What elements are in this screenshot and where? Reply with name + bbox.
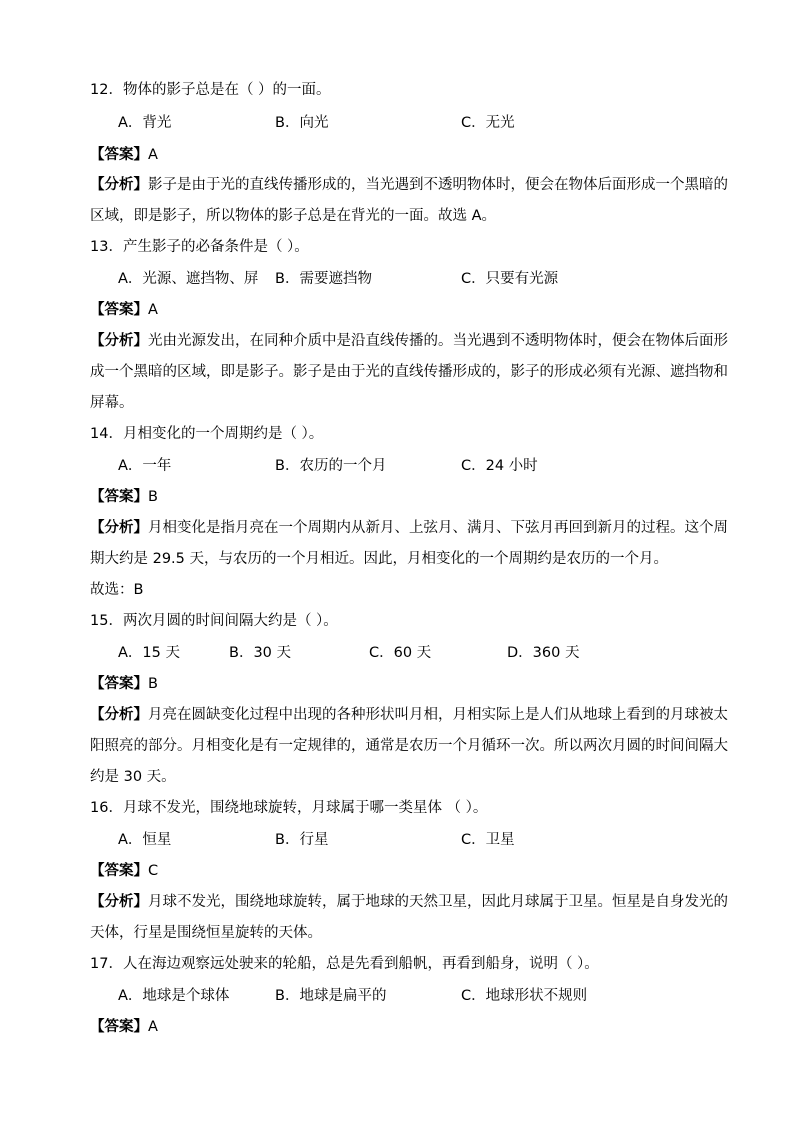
answer-value: A	[148, 147, 158, 163]
analysis-label: 【分析】	[90, 894, 148, 910]
question-12-stem: 12．物体的影子总是在（ ）的一面。	[90, 82, 331, 98]
question-15-analysis-line-1	[90, 705, 728, 725]
question-13-analysis-line-3: 屏幕。	[90, 395, 134, 411]
question-13-answer	[90, 300, 158, 320]
question-16-option-a: A．恒星	[118, 832, 172, 848]
answer-label: 【答案】	[90, 1019, 148, 1035]
analysis-label: 【分析】	[90, 707, 148, 723]
answer-value: A	[148, 302, 158, 318]
answer-label: 【答案】	[90, 863, 148, 879]
analysis-text: 月球不发光，围绕地球旋转，属于地球的天然卫星，因此月球属于卫星。恒星是自身发光的	[148, 894, 728, 910]
analysis-text: 光由光源发出，在同种介质中是沿直线传播的。当光遇到不透明物体时，便会在物体后面形	[148, 333, 728, 349]
answer-value: B	[148, 676, 158, 692]
question-14-analysis-line-2: 期大约是 29.5 天，与农历的一个月相近。因此，月相变化的一个周期约是农历的一个月。	[90, 551, 668, 567]
analysis-label: 【分析】	[90, 333, 148, 349]
question-16-answer	[90, 861, 158, 881]
question-17-option-a: A．地球是个球体	[118, 988, 230, 1004]
question-13-analysis-line-1	[90, 331, 728, 351]
question-14-stem: 14．月相变化的一个周期约是（ ）。	[90, 426, 324, 442]
analysis-label: 【分析】	[90, 177, 148, 193]
question-15-option-d: D．360 天	[507, 645, 580, 661]
answer-label: 【答案】	[90, 147, 148, 163]
question-17-stem: 17．人在海边观察远处驶来的轮船，总是先看到船帆，再看到船身，说明（ ）。	[90, 956, 599, 972]
answer-label: 【答案】	[90, 489, 148, 505]
question-15-option-c: C．60 天	[369, 645, 432, 661]
answer-value: B	[148, 489, 158, 505]
question-15-option-a: A．15 天	[118, 645, 180, 661]
question-16-option-c: C．卫星	[461, 832, 515, 848]
question-14-answer	[90, 487, 158, 507]
question-16-option-b: B．行星	[275, 832, 329, 848]
question-13-option-c: C．只要有光源	[461, 271, 559, 287]
question-12-analysis-line-1	[90, 175, 728, 195]
question-15-answer	[90, 674, 158, 694]
question-12-option-c: C．无光	[461, 115, 515, 131]
question-16-analysis-line-2: 天体，行星是围绕恒星旋转的天体。	[90, 925, 322, 941]
question-13-analysis-line-2: 成一个黑暗的区域，即是影子。影子是由于光的直线传播形成的，影子的形成必须有光源、遮挡物和	[90, 364, 728, 380]
question-14-option-a: A．一年	[118, 458, 172, 474]
question-13-option-a: A．光源、遮挡物、屏	[118, 271, 259, 287]
answer-value: A	[148, 1019, 158, 1035]
question-13-stem: 13．产生影子的必备条件是（ ）。	[90, 239, 309, 255]
answer-value: C	[148, 863, 159, 879]
analysis-text: 影子是由于光的直线传播形成的，当光遇到不透明物体时，便会在物体后面形成一个黑暗的	[148, 177, 728, 193]
question-16-analysis-line-1	[90, 892, 728, 912]
question-12-answer	[90, 145, 158, 165]
answer-label: 【答案】	[90, 302, 148, 318]
question-14-analysis-line-3: 故选：B	[90, 582, 144, 598]
analysis-label: 【分析】	[90, 520, 148, 536]
question-14-analysis-line-1	[90, 518, 728, 538]
question-15-analysis-line-2: 阳照亮的部分。月相变化是有一定规律的，通常是农历一个月循环一次。所以两次月圆的时间间隔大	[90, 738, 728, 754]
question-15-analysis-line-3: 约是 30 天。	[90, 769, 176, 785]
question-14-option-c: C．24 小时	[461, 458, 538, 474]
question-17-option-b: B．地球是扁平的	[275, 988, 387, 1004]
question-15-stem: 15．两次月圆的时间间隔大约是（ ）。	[90, 613, 338, 629]
question-13-option-b: B．需要遮挡物	[275, 271, 372, 287]
question-17-answer	[90, 1017, 158, 1037]
question-12-analysis-line-2: 区域，即是影子，所以物体的影子总是在背光的一面。故选 A。	[90, 208, 497, 224]
question-17-option-c: C．地球形状不规则	[461, 988, 588, 1004]
analysis-text: 月相变化是指月亮在一个周期内从新月、上弦月、满月、下弦月再回到新月的过程。这个周	[148, 520, 728, 536]
question-12-option-a: A．背光	[118, 115, 172, 131]
question-12-option-b: B．向光	[275, 115, 329, 131]
question-15-option-b: B．30 天	[229, 645, 292, 661]
question-16-stem: 16．月球不发光，围绕地球旋转，月球属于哪一类星体 （ ）。	[90, 800, 488, 816]
question-14-option-b: B．农历的一个月	[275, 458, 387, 474]
analysis-text: 月亮在圆缺变化过程中出现的各种形状叫月相，月相实际上是人们从地球上看到的月球被太	[148, 707, 728, 723]
answer-label: 【答案】	[90, 676, 148, 692]
